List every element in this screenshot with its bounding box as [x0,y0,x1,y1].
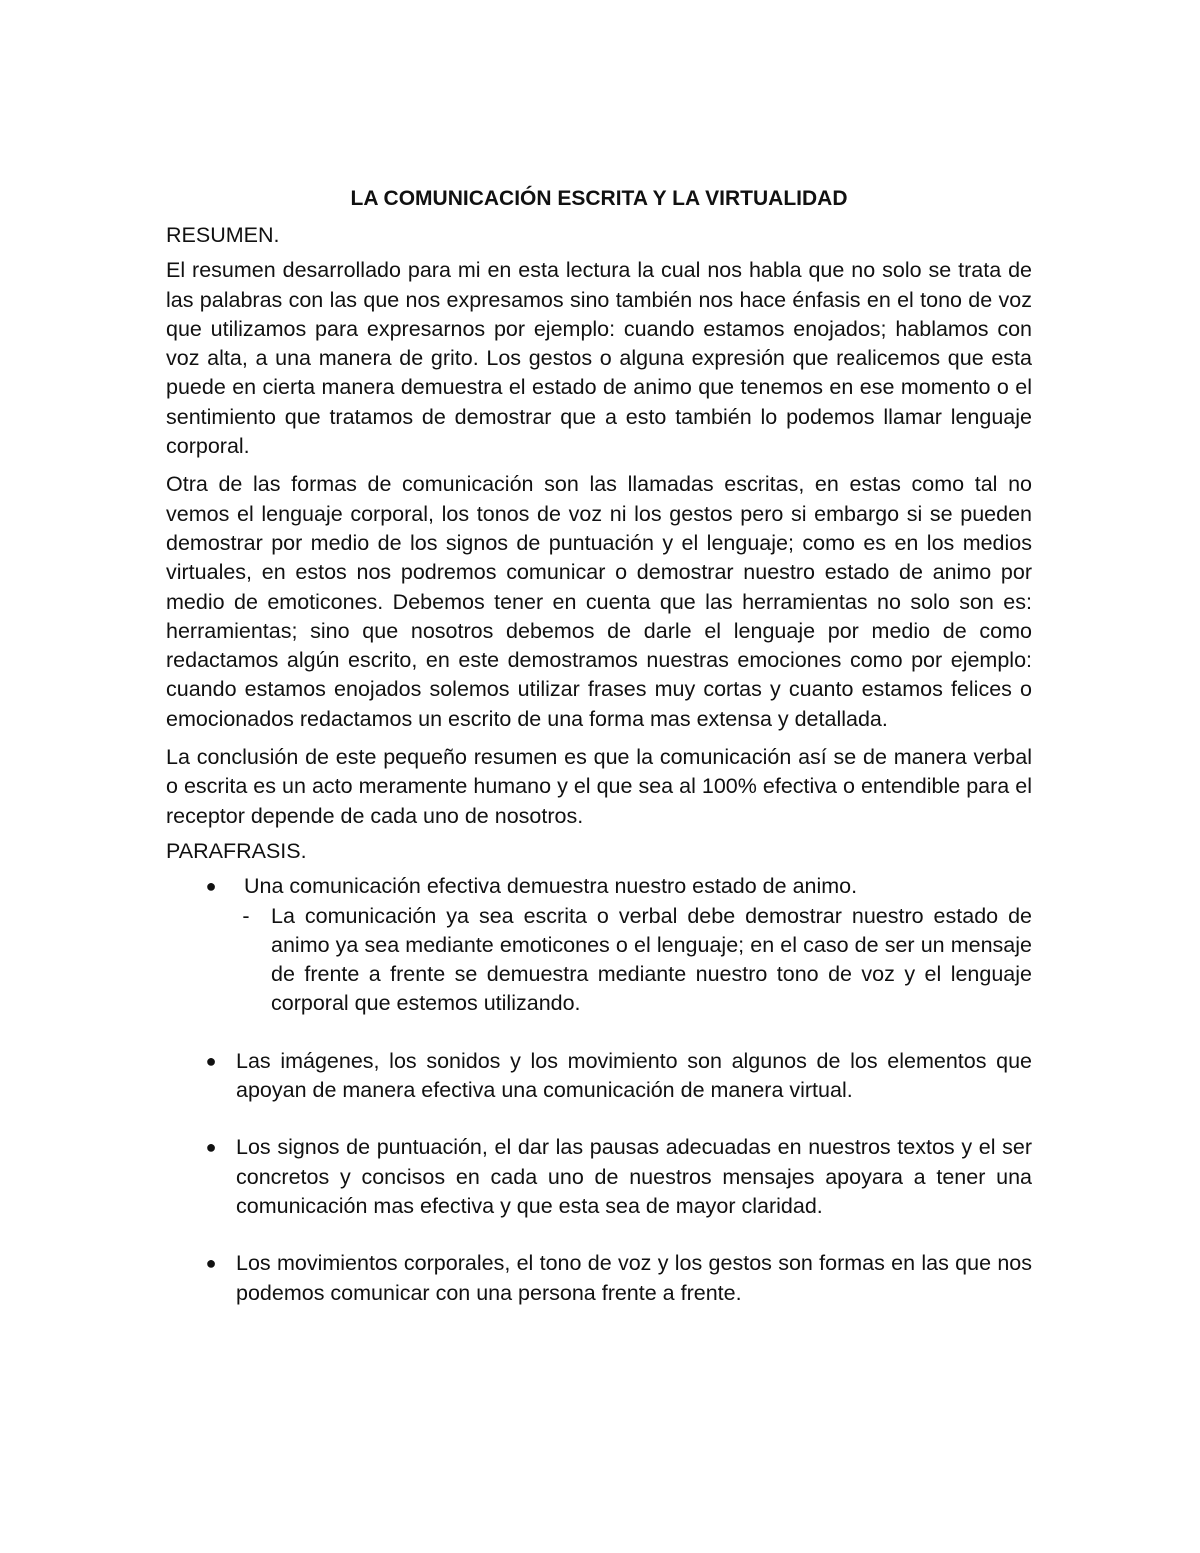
paraphrase-list [166,872,1032,1308]
sub-list-item [236,902,1032,1019]
paraphrase-heading: PARAFRASIS. [166,838,307,863]
summary-paragraph-2: Otra de las formas de comunicación son las llamadas escritas, en estas como tal no vemos el lenguaje corporal, los tonos de voz ni los gestos pero si embargo si se pueden demostrar por medio de los signos de puntuación y el lenguaje; como es en los medios virtuales, en estos nos podremos comunicar o demostrar nuestro estado de animo por medio de emoticones. Debemos tener en cuenta que las herramientas no solo son es: herramientas; sino que nosotros debemos de darle el lenguaje por medio de como redactamos algún escrito, en este demostramos nuestras emociones como por ejemplo: cuando estamos enojados solemos utilizar frases muy cortas y cuanto estamos felices o emocionados redactamos un escrito de una forma mas extensa y detallada. [166,472,1032,731]
dash-icon: - [242,903,250,928]
summary-heading: RESUMEN. [166,223,280,247]
bullet-text: Los signos de puntuación, el dar las pausas adecuadas en nuestros textos y el ser concretos y concisos en cada uno de nuestros mensajes apoyara a tener una comunicación mas efectiva y que esta sea de mayor claridad. [236,1135,1032,1218]
list-item [166,1249,1032,1308]
sub-item-text: La comunicación ya sea escrita o verbal debe demostrar nuestro estado de animo ya sea mediante emoticones o el lenguaje; en el caso de ser un mensaje de frente a frente se demuestra mediante nuestro tono de voz y el lenguaje corporal que estemos utilizando. [271,903,1032,1016]
bullet-icon: ● [205,1050,217,1071]
bullet-text: Los movimientos corporales, el tono de voz y los gestos son formas en las que nos podemos comunicar con una persona frente a frente. [236,1251,1032,1305]
bullet-icon: ● [205,876,217,897]
summary-paragraph-3: La conclusión de este pequeño resumen es que la comunicación así se de manera verbal o escrita es un acto meramente humano y el que sea al 100% efectiva o entendible para el receptor depende de cada uno de nosotros. [166,745,1032,828]
document-body [166,184,1032,1336]
bullet-text: Las imágenes, los sonidos y los movimiento son algunos de los elementos que apoyan de manera efectiva una comunicación de manera virtual. [236,1048,1032,1103]
list-item [166,872,1032,1018]
summary-paragraph-1: El resumen desarrollado para mi en esta lectura la cual nos habla que no solo se trata de las palabras con las que nos expresamos sino también nos hace énfasis en el tono de voz que utilizamos para expresarnos por ejemplo: cuando estamos enojados; hablamos con voz alta, a una manera de grito. Los gestos o alguna expresión que realicemos que esta puede en cierta manera demuestra el estado de animo que tenemos en ese momento o el sentimiento que tratamos de demostrar que a esto también lo podemos llamar lenguaje corporal. [166,258,1032,459]
bullet-text: Una comunicación efectiva demuestra nuestro estado de animo. [244,874,858,899]
list-item [166,1047,1032,1106]
bullet-icon: ● [205,1253,217,1274]
document-title: LA COMUNICACIÓN ESCRITA Y LA VIRTUALIDAD [350,187,848,210]
list-item [166,1133,1032,1221]
bullet-icon: ● [205,1137,217,1158]
